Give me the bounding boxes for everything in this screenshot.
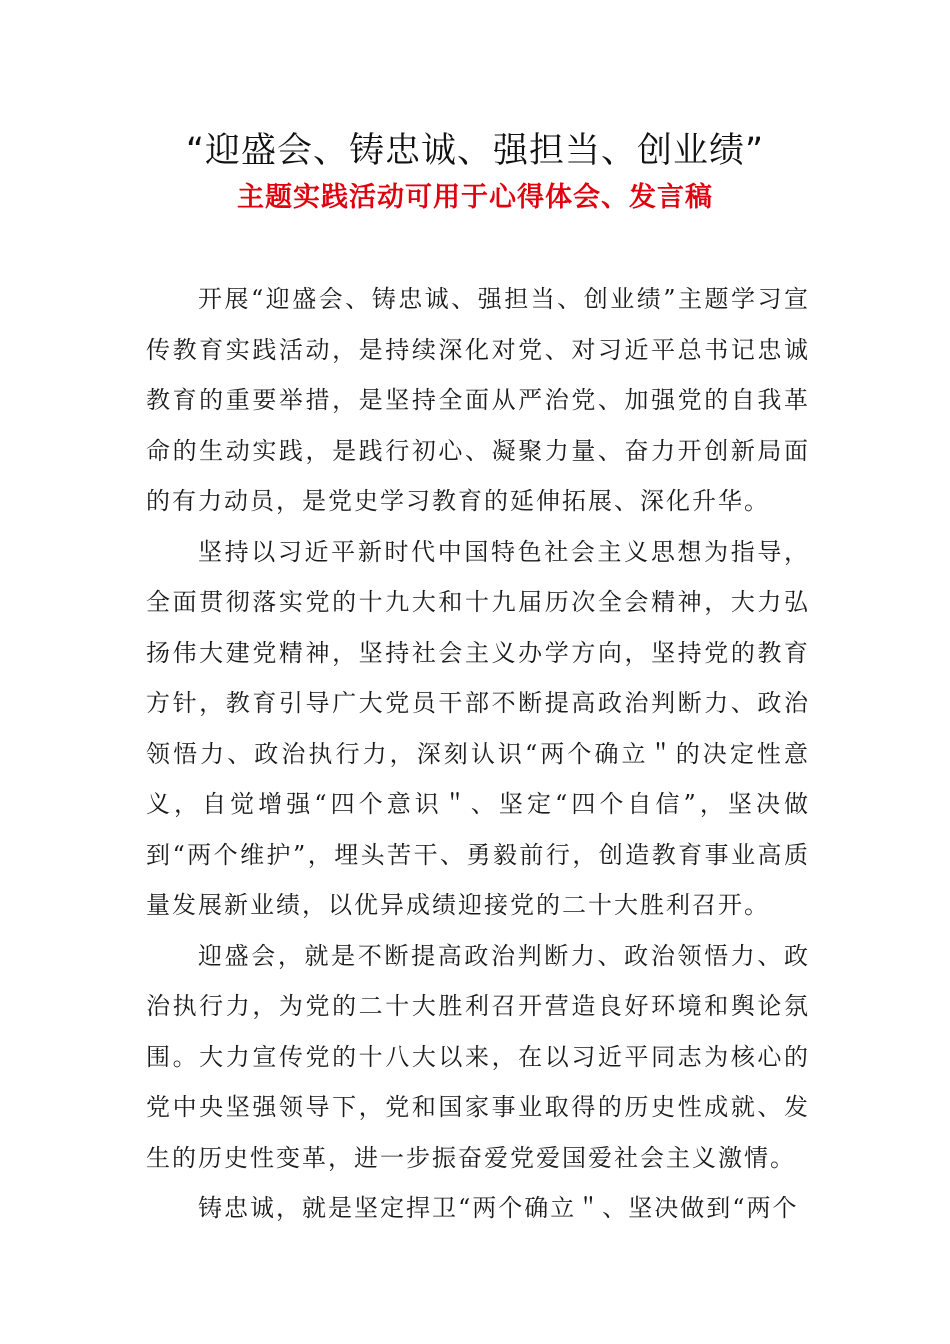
body-paragraph-1: 开展“迎盛会、铸忠诚、强担当、创业绩”主题学习宣传教育实践活动，是持续深化对党、对习近平总书记忠诚教育的重要举措，是坚持全面从严治党、加强党的自我革命的生动实践，是践行初心、凝聚力量、奋力开创新局面的有力动员，是党史学习教育的延伸拓展、深化升华。 — [146, 285, 810, 515]
body-paragraph-4: 铸忠诚，就是坚定捍卫“两个确立＂、坚决做到“两个 — [198, 1194, 799, 1222]
document-subtitle: 主题实践活动可用于心得体会、发言稿 — [237, 182, 713, 213]
body-paragraph-2: 坚持以习近平新时代中国特色社会主义思想为指导，全面贯彻落实党的十九大和十九届历次全会精神，大力弘扬伟大建党精神，坚持社会主义办学方向，坚持党的教育方针，教育引导广大党员干部不断提高政治判断力、政治领悟力、政治执行力，深刻认识“两个确立＂的决定性意义，自觉增强“四个意识＂、坚定“四个自信”，坚决做到“两个维护”，埋头苦干、勇毅前行，创造教育事业高质量发展新业绩，以优异成绩迎接党的二十大胜利召开。 — [146, 537, 810, 919]
document-title: “迎盛会、铸忠诚、强担当、创业绩” — [185, 131, 765, 171]
document-body — [146, 274, 810, 1234]
body-paragraph-3: 迎盛会，就是不断提高政治判断力、政治领悟力、政治执行力，为党的二十大胜利召开营造良好环境和舆论氛围。大力宣传党的十八大以来，在以习近平同志为核心的党中央坚强领导下，党和国家事业取得的历史性成就、发生的历史性变革，进一步振奋爱党爱国爱社会主义激情。 — [146, 941, 810, 1172]
